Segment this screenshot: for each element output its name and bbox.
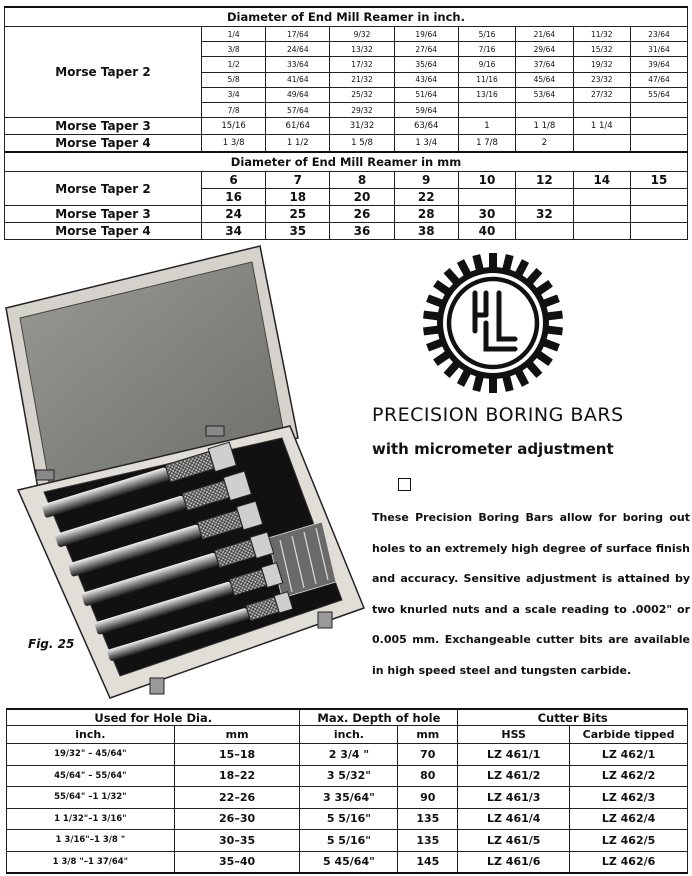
inch-size-cell: 13/16 [458, 87, 515, 102]
mm-size-cell [573, 223, 630, 240]
mm-size-cell: 7 [266, 172, 330, 189]
depth-inch-cell: 5 5/16" [300, 808, 398, 830]
inch-size-cell [516, 102, 573, 117]
table-row [7, 765, 688, 787]
inch-size-cell: 27/64 [394, 42, 458, 57]
depth-inch-cell: 2 3/4 " [300, 744, 398, 766]
boring-bar-case-photo [0, 238, 370, 700]
mm-size-cell: 36 [330, 223, 394, 240]
mm-size-cell: 34 [202, 223, 266, 240]
inch-size-cell: 39/64 [630, 57, 687, 72]
mm-size-cell: 24 [202, 206, 266, 223]
inch-size-cell: 49/64 [266, 87, 330, 102]
mm-size-cell: 26 [330, 206, 394, 223]
hole-dia-inch-cell: 55/64" –1 1/32" [7, 787, 175, 809]
hole-dia-mm-cell: 22–26 [174, 787, 300, 809]
inch-size-cell: 9/32 [330, 27, 394, 42]
row-label-morse-taper-2: Morse Taper 2 [5, 172, 202, 206]
hss-bit-cell: LZ 461/1 [458, 744, 570, 766]
mm-size-cell [458, 189, 515, 206]
group-header-hole-dia: Used for Hole Dia. [7, 709, 300, 726]
mm-size-cell [573, 206, 630, 223]
inch-size-cell: 53/64 [516, 87, 573, 102]
mm-size-cell [630, 223, 687, 240]
row-label-morse-taper-3: Morse Taper 3 [5, 206, 202, 223]
depth-mm-cell: 90 [398, 787, 458, 809]
depth-inch-cell: 5 5/16" [300, 830, 398, 852]
mm-size-cell [516, 223, 573, 240]
mm-size-cell: 18 [266, 189, 330, 206]
inch-size-cell: 11/16 [458, 72, 515, 87]
table-row [7, 851, 688, 873]
inch-size-cell: 24/64 [266, 42, 330, 57]
depth-mm-cell: 70 [398, 744, 458, 766]
inch-size-cell: 27/32 [573, 87, 630, 102]
table-row [5, 135, 688, 153]
carbide-bit-cell: LZ 462/4 [570, 808, 688, 830]
inch-size-cell: 15/16 [202, 118, 266, 135]
inch-size-cell: 23/64 [630, 27, 687, 42]
reamer-diameter-table [4, 6, 688, 240]
mm-size-cell [630, 189, 687, 206]
inch-size-cell: 33/64 [266, 57, 330, 72]
hole-dia-inch-cell: 19/32" – 45/64" [7, 744, 175, 766]
hl-gear-logo [420, 250, 566, 396]
mm-size-cell: 20 [330, 189, 394, 206]
mm-size-cell: 16 [202, 189, 266, 206]
inch-size-cell: 1/2 [202, 57, 266, 72]
hole-dia-mm-cell: 35–40 [174, 851, 300, 873]
hole-dia-mm-cell: 30–35 [174, 830, 300, 852]
inch-size-cell: 1 3/4 [394, 135, 458, 153]
mm-size-cell: 6 [202, 172, 266, 189]
inch-size-cell: 19/32 [573, 57, 630, 72]
inch-size-cell: 15/32 [573, 42, 630, 57]
mm-size-cell: 40 [458, 223, 515, 240]
inch-size-cell: 1 1/8 [516, 118, 573, 135]
carbide-bit-cell: LZ 462/2 [570, 765, 688, 787]
inch-size-cell: 55/64 [630, 87, 687, 102]
depth-mm-cell: 145 [398, 851, 458, 873]
mm-size-cell [630, 206, 687, 223]
mm-size-cell: 8 [330, 172, 394, 189]
inch-size-cell: 11/32 [573, 27, 630, 42]
inch-size-cell: 31/32 [330, 118, 394, 135]
inch-size-cell: 51/64 [394, 87, 458, 102]
inch-size-cell: 35/64 [394, 57, 458, 72]
table-row [7, 808, 688, 830]
inch-size-cell: 9/16 [458, 57, 515, 72]
inch-size-cell: 37/64 [516, 57, 573, 72]
mm-size-cell: 15 [630, 172, 687, 189]
inch-size-cell: 1 1/2 [266, 135, 330, 153]
inch-size-cell: 63/64 [394, 118, 458, 135]
mm-size-cell: 28 [394, 206, 458, 223]
mm-size-cell: 22 [394, 189, 458, 206]
mm-size-cell: 14 [573, 172, 630, 189]
inch-size-cell: 45/64 [516, 72, 573, 87]
description-text: These Precision Boring Bars allow for boring out holes to an extremely high degree of surface finish and accuracy. Sensitive adjustment is attained by two knurled nuts and a scale reading to .0002" or 0.005 mm. Exchangeable cutter bits are available in high speed steel and tungsten carbide. [372, 511, 690, 677]
figure-label: Fig. 25 [28, 637, 75, 651]
inch-size-cell: 1/4 [202, 27, 266, 42]
inch-size-cell [573, 102, 630, 117]
inch-size-cell [458, 102, 515, 117]
inch-size-cell [630, 135, 687, 153]
inch-size-cell [573, 135, 630, 153]
mm-section-header: Diameter of End Mill Reamer in mm [5, 152, 688, 172]
sub-header: mm [174, 726, 300, 744]
inch-size-cell: 59/64 [394, 102, 458, 117]
inch-size-cell: 43/64 [394, 72, 458, 87]
carbide-bit-cell: LZ 462/6 [570, 851, 688, 873]
inch-size-cell: 25/32 [330, 87, 394, 102]
mm-size-cell: 38 [394, 223, 458, 240]
boring-bar-spec-table [6, 708, 688, 874]
group-header-cutter-bits: Cutter Bits [458, 709, 688, 726]
depth-mm-cell: 135 [398, 830, 458, 852]
sub-header: mm [398, 726, 458, 744]
inch-size-cell: 17/32 [330, 57, 394, 72]
inch-size-cell: 7/16 [458, 42, 515, 57]
mm-size-cell: 25 [266, 206, 330, 223]
table-row [7, 830, 688, 852]
row-label-morse-taper-3: Morse Taper 3 [5, 118, 202, 135]
inch-size-cell: 2 [516, 135, 573, 153]
hole-dia-inch-cell: 1 3/8 "–1 37/64" [7, 851, 175, 873]
hole-dia-mm-cell: 18–22 [174, 765, 300, 787]
product-title: PRECISION BORING BARS [372, 404, 624, 426]
inch-size-cell: 29/64 [516, 42, 573, 57]
row-label-morse-taper-4: Morse Taper 4 [5, 223, 202, 240]
inch-size-cell: 1 1/4 [573, 118, 630, 135]
depth-inch-cell: 3 5/32" [300, 765, 398, 787]
hss-bit-cell: LZ 461/5 [458, 830, 570, 852]
depth-mm-cell: 135 [398, 808, 458, 830]
inch-size-cell: 1 5/8 [330, 135, 394, 153]
inch-size-cell: 61/64 [266, 118, 330, 135]
hole-dia-inch-cell: 45/64" – 55/64" [7, 765, 175, 787]
inch-size-cell: 41/64 [266, 72, 330, 87]
inch-size-cell: 21/64 [516, 27, 573, 42]
mm-size-cell: 35 [266, 223, 330, 240]
inch-size-cell: 3/4 [202, 87, 266, 102]
table-row [5, 206, 688, 223]
group-header-depth: Max. Depth of hole [300, 709, 458, 726]
hss-bit-cell: LZ 461/6 [458, 851, 570, 873]
mm-size-cell: 12 [516, 172, 573, 189]
inch-section-header: Diameter of End Mill Reamer in inch. [5, 7, 688, 27]
inch-size-cell: 1 7/8 [458, 135, 515, 153]
inch-size-cell: 47/64 [630, 72, 687, 87]
hss-bit-cell: LZ 461/3 [458, 787, 570, 809]
inch-size-cell: 21/32 [330, 72, 394, 87]
inch-size-cell: 5/8 [202, 72, 266, 87]
square-bullet-icon [398, 478, 411, 491]
mm-size-cell [516, 189, 573, 206]
inch-size-cell: 23/32 [573, 72, 630, 87]
sub-header: inch. [7, 726, 175, 744]
mm-size-cell: 30 [458, 206, 515, 223]
inch-size-cell [630, 102, 687, 117]
row-label-morse-taper-2: Morse Taper 2 [5, 27, 202, 118]
depth-mm-cell: 80 [398, 765, 458, 787]
hole-dia-mm-cell: 26–30 [174, 808, 300, 830]
sub-header: Carbide tipped [570, 726, 688, 744]
inch-size-cell: 7/8 [202, 102, 266, 117]
inch-size-cell: 31/64 [630, 42, 687, 57]
hss-bit-cell: LZ 461/4 [458, 808, 570, 830]
inch-size-cell: 57/64 [266, 102, 330, 117]
hss-bit-cell: LZ 461/2 [458, 765, 570, 787]
inch-size-cell: 17/64 [266, 27, 330, 42]
depth-inch-cell: 5 45/64" [300, 851, 398, 873]
table-row [5, 172, 688, 189]
sub-header: inch. [300, 726, 398, 744]
product-description [372, 503, 690, 686]
mm-size-cell [573, 189, 630, 206]
inch-size-cell: 13/32 [330, 42, 394, 57]
carbide-bit-cell: LZ 462/5 [570, 830, 688, 852]
table-row [7, 787, 688, 809]
hole-dia-mm-cell: 15–18 [174, 744, 300, 766]
inch-size-cell: 19/64 [394, 27, 458, 42]
table-row [7, 744, 688, 766]
carbide-bit-cell: LZ 462/3 [570, 787, 688, 809]
sub-header: HSS [458, 726, 570, 744]
mm-size-cell: 9 [394, 172, 458, 189]
inch-size-cell: 1 3/8 [202, 135, 266, 153]
inch-size-cell: 5/16 [458, 27, 515, 42]
inch-size-cell [630, 118, 687, 135]
inch-size-cell: 1 [458, 118, 515, 135]
inch-size-cell: 29/32 [330, 102, 394, 117]
table-row [5, 27, 688, 42]
hole-dia-inch-cell: 1 3/16"–1 3/8 " [7, 830, 175, 852]
depth-inch-cell: 3 35/64" [300, 787, 398, 809]
row-label-morse-taper-4: Morse Taper 4 [5, 135, 202, 153]
carbide-bit-cell: LZ 462/1 [570, 744, 688, 766]
mm-size-cell: 32 [516, 206, 573, 223]
table-row [5, 118, 688, 135]
product-subtitle: with micrometer adjustment [372, 440, 614, 458]
mm-size-cell: 10 [458, 172, 515, 189]
hole-dia-inch-cell: 1 1/32"–1 3/16" [7, 808, 175, 830]
inch-size-cell: 3/8 [202, 42, 266, 57]
